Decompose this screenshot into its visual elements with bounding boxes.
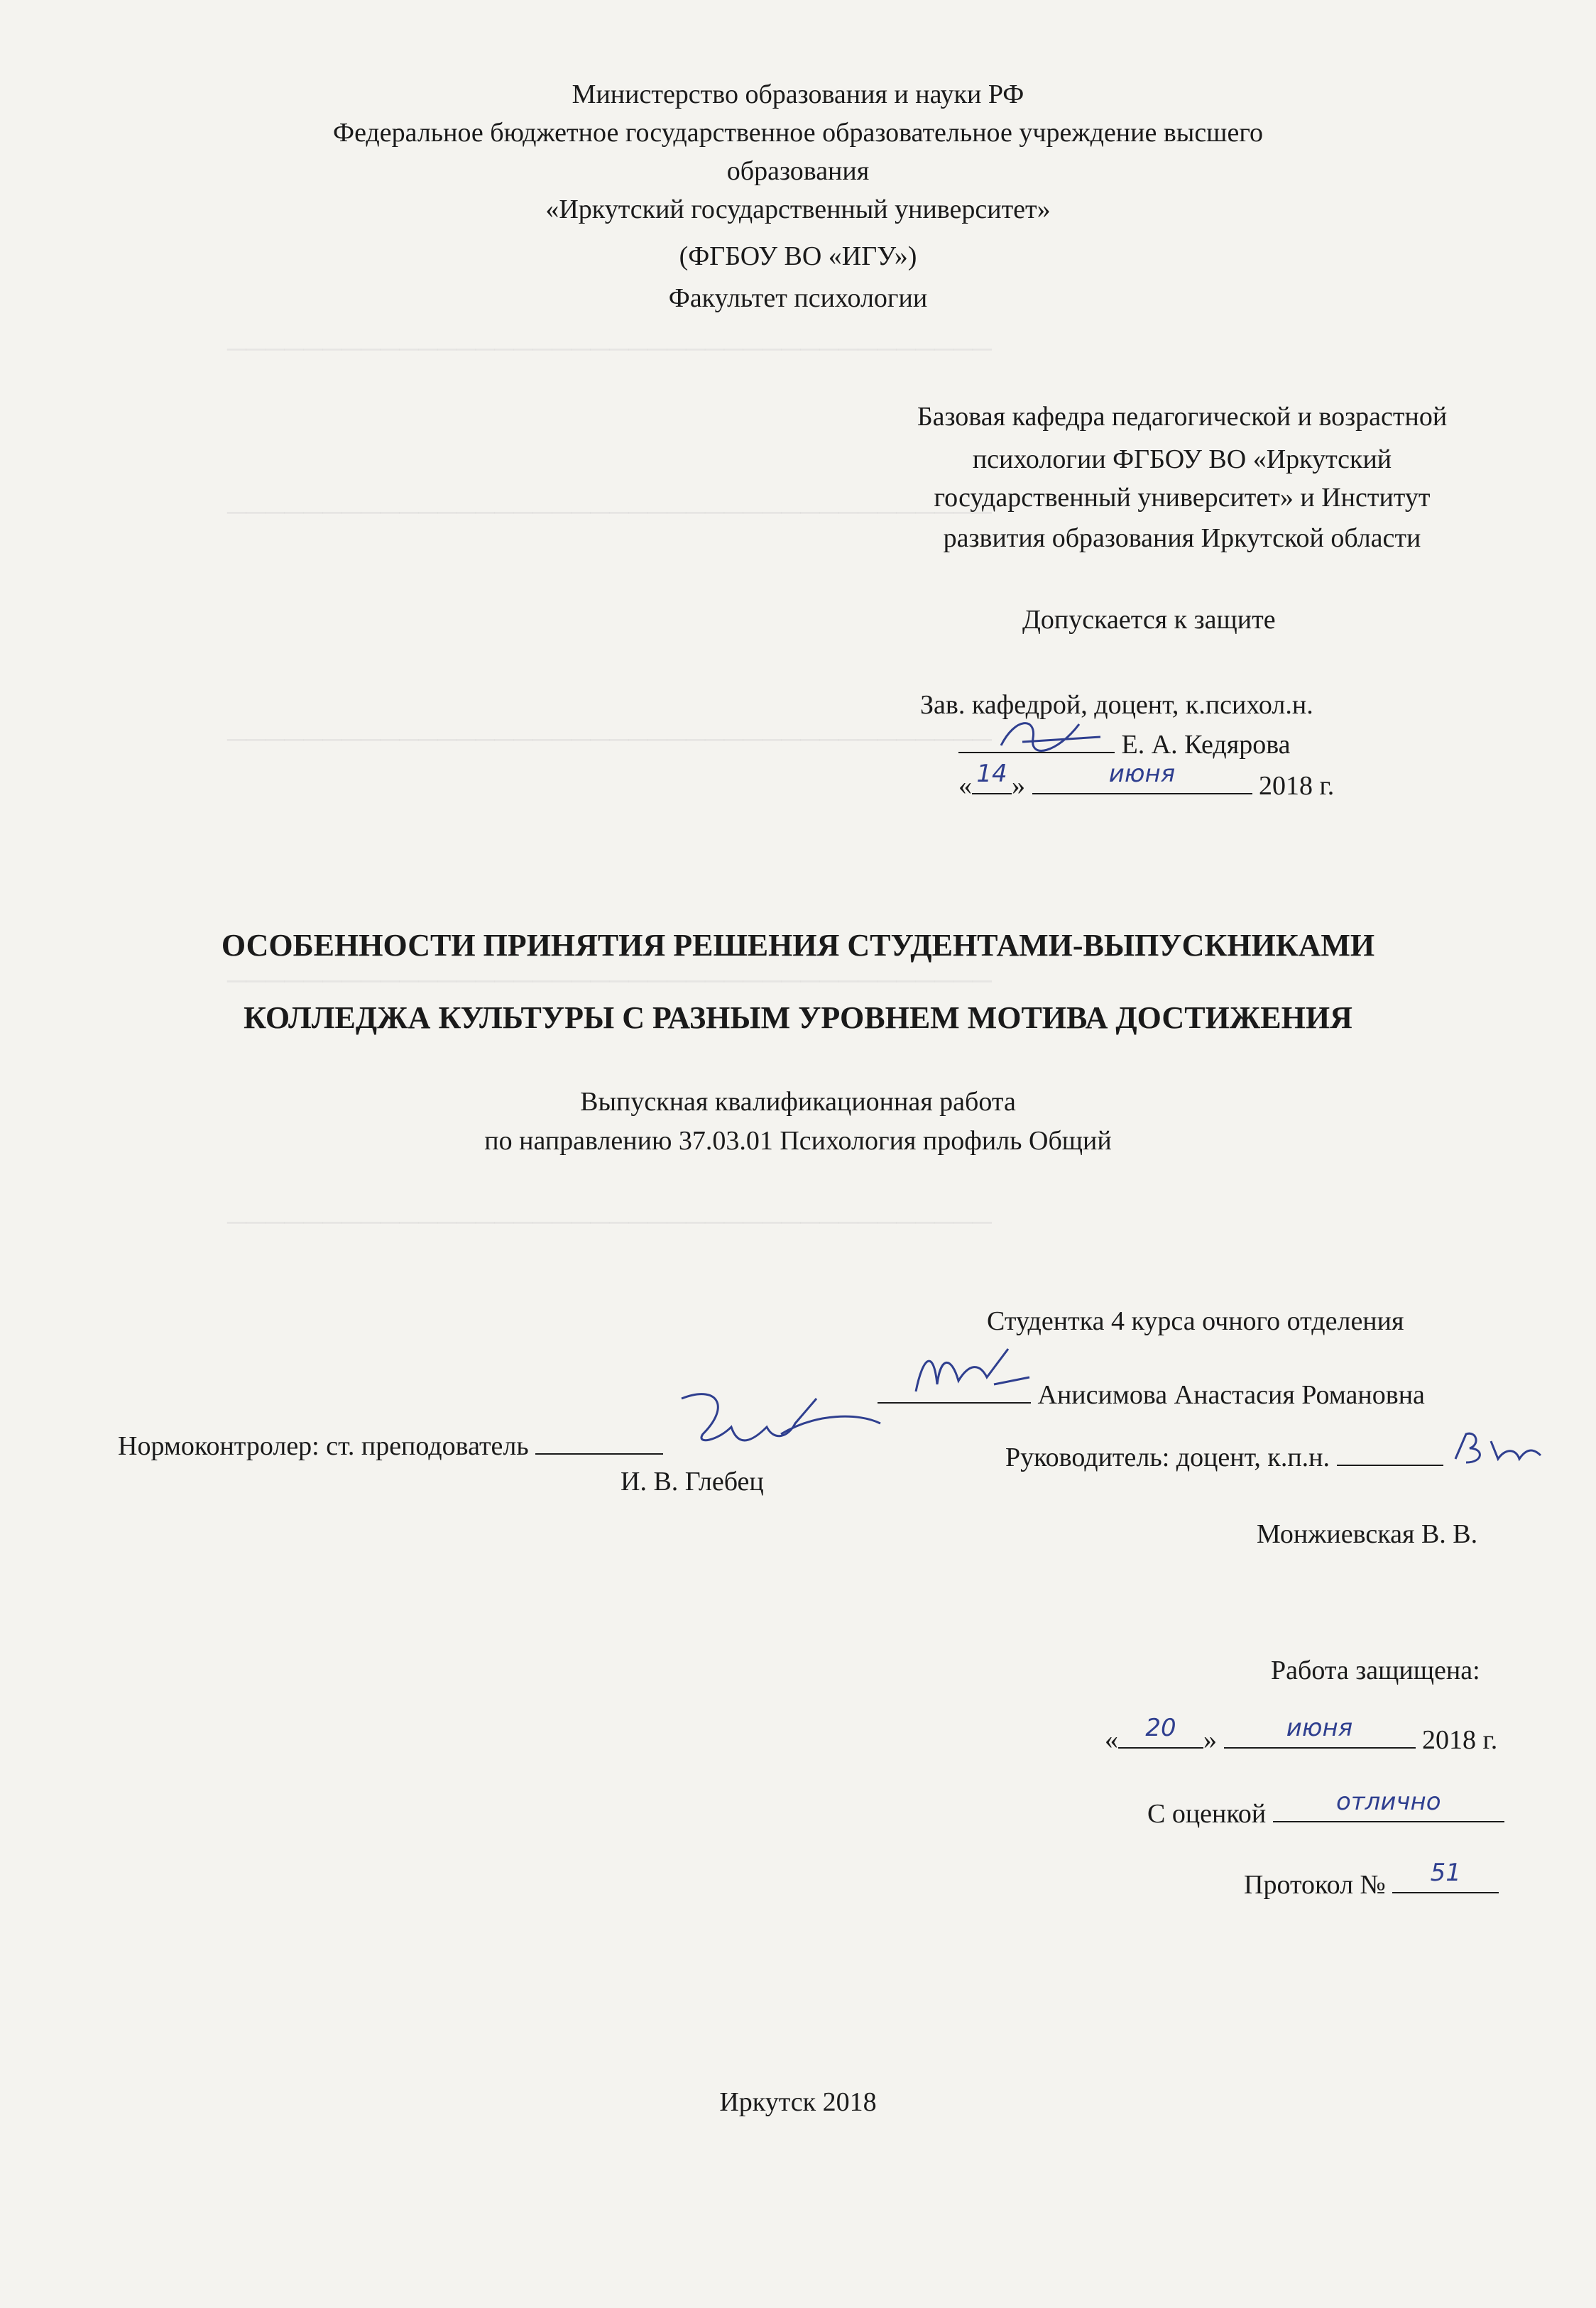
protocol-row xyxy=(1244,1859,1499,1903)
protocol-value: 51 xyxy=(1430,1859,1461,1887)
date-open-quote: « xyxy=(958,771,972,801)
title-page: ──────────────────────────────────────── ──────────────────────────────────────── ──────────────────────────────────────── ──────────────────────────────────────── ──────────────────────────────────────── Министерство образования и науки РФ Федеральное бюджетное государственное образовательное учреждение высшего образования «Иркутский государственный университет» (ФГБОУ ВО «ИГУ») Факультет психологии Базовая кафедра педагогической и возрастной психологии ФГБОУ ВО «Иркутский государственный университет» и Институт развития образования Иркутской области Допускается к защите Зав. кафедрой, доцент, к.психол.н. Е. А. Кедярова « 14 » июня 2018 г. ОСОБЕННОСТИ ПРИНЯТИЯ РЕШЕНИЯ СТУДЕНТАМИ-ВЫПУСКНИКАМИ КОЛЛЕДЖА КУЛЬТУРЫ С РАЗНЫМ УРОВНЕМ МОТИВА ДОСТИЖЕНИЯ Выпускная квалификационная работа по направлению 37.03.01 Психология профиль Общий Студентка 4 курса очного отделения Анисимова Анастасия Романовна Нормоконтролер: ст. преподователь И. В. Глебец Руководитель: доцент, к.п.н. Монжиевская В. В. Работа защищена: « 20 » июня 2018 г. С оценкой отлично Протокол № 51 Иркутск 2018 xyxy=(0,0,1596,2308)
thesis-title-line-2: КОЛЛЕДЖА КУЛЬТУРЫ С РАЗНЫМ УРОВНЕМ МОТИВА ДОСТИЖЕНИЯ xyxy=(244,1000,1352,1035)
defense-year: 2018 г. xyxy=(1422,1725,1498,1755)
admission-label: Допускается к защите xyxy=(1022,605,1276,635)
faculty-line: Факультет психологии xyxy=(668,283,928,313)
supervisor-signature xyxy=(1448,1427,1548,1470)
normcontroller-row xyxy=(118,1428,663,1464)
university-line: «Иркутский государственный университет» xyxy=(545,195,1051,224)
protocol-blank xyxy=(1392,1859,1499,1893)
admission-year: 2018 г. xyxy=(1259,771,1335,801)
admission-month-blank xyxy=(1032,760,1252,794)
thesis-type: Выпускная квалификационная работа xyxy=(580,1087,1016,1117)
defense-day: 20 xyxy=(1145,1714,1176,1742)
defense-date-row xyxy=(1105,1714,1498,1758)
supervisor-label: Руководитель: доцент, к.п.н. xyxy=(1005,1443,1330,1472)
defense-label: Работа защищена: xyxy=(1271,1656,1480,1685)
student-signature xyxy=(902,1342,1044,1406)
city-year: Иркутск 2018 xyxy=(719,2087,877,2117)
defense-date-open-quote: « xyxy=(1105,1725,1118,1755)
ministry-line: Министерство образования и науки РФ xyxy=(572,80,1024,109)
institution-line-2: образования xyxy=(726,156,870,186)
date-close-quote: » xyxy=(1012,771,1025,801)
student-label: Студентка 4 курса очного отделения xyxy=(987,1306,1404,1336)
normcontroller-name: И. В. Глебец xyxy=(621,1467,764,1497)
thesis-direction: по направлению 37.03.01 Психология профиль Общий xyxy=(484,1126,1112,1156)
grade-row xyxy=(1147,1788,1504,1832)
admission-day: 14 xyxy=(976,760,1007,788)
institution-line-1: Федеральное бюджетное государственное образовательное учреждение высшего xyxy=(333,118,1263,148)
student-name: Анисимова Анастасия Романовна xyxy=(1037,1380,1425,1410)
supervisor-signature-blank xyxy=(1337,1440,1443,1466)
protocol-label: Протокол № xyxy=(1244,1870,1386,1900)
admission-month: июня xyxy=(1108,760,1176,788)
defense-month: июня xyxy=(1286,1714,1353,1742)
thesis-title-line-1: ОСОБЕННОСТИ ПРИНЯТИЯ РЕШЕНИЯ СТУДЕНТАМИ-ВЫПУСКНИКАМИ xyxy=(221,928,1375,963)
abbreviation-line: (ФГБОУ ВО «ИГУ») xyxy=(679,241,917,271)
head-name: Е. А. Кедярова xyxy=(1121,730,1291,760)
department-line-4: развития образования Иркутской области xyxy=(943,523,1421,553)
supervisor-row xyxy=(1005,1440,1443,1475)
grade-blank xyxy=(1273,1788,1504,1822)
normcontroller-label: Нормоконтролер: ст. преподователь xyxy=(118,1431,529,1461)
normcontroller-signature xyxy=(653,1384,887,1470)
supervisor-name: Монжиевская В. В. xyxy=(1257,1519,1478,1549)
department-line-1: Базовая кафедра педагогической и возрастной xyxy=(917,402,1448,432)
defense-month-blank xyxy=(1224,1714,1416,1749)
head-title: Зав. кафедрой, доцент, к.психол.н. xyxy=(920,690,1313,720)
defense-date-close-quote: » xyxy=(1203,1725,1217,1755)
defense-day-blank xyxy=(1118,1714,1203,1749)
admission-date-row xyxy=(958,760,1335,804)
admission-day-blank xyxy=(972,760,1012,794)
department-line-2: психологии ФГБОУ ВО «Иркутский xyxy=(972,444,1392,474)
department-line-3: государственный университет» и Институт xyxy=(934,483,1431,513)
grade-label: С оценкой xyxy=(1147,1799,1267,1829)
normcontroller-signature-blank xyxy=(535,1429,663,1455)
head-signature xyxy=(994,710,1108,760)
grade-value: отлично xyxy=(1335,1788,1441,1816)
